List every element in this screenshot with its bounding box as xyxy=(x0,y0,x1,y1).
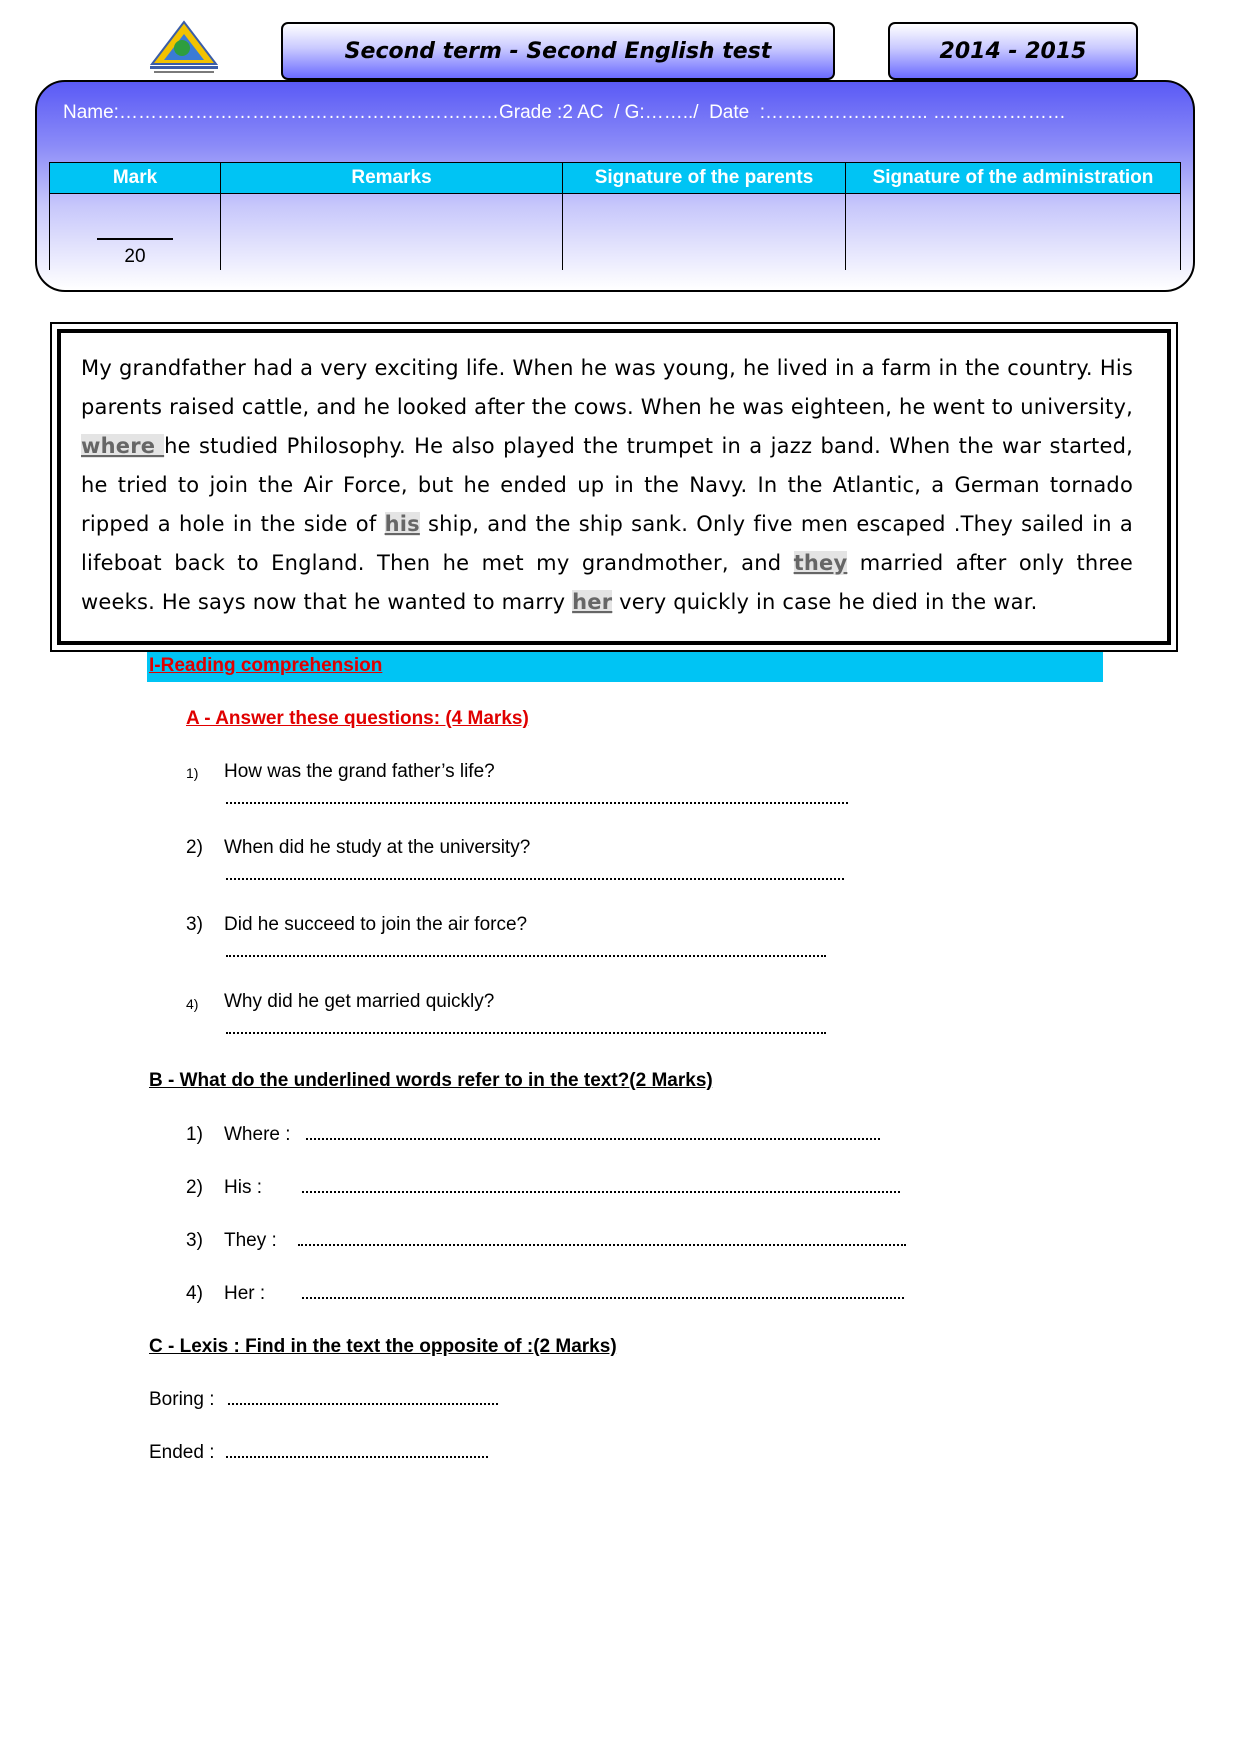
column-header-parents-signature: Signature of the parents xyxy=(563,163,846,194)
mark-table xyxy=(49,162,1181,270)
answer-line[interactable] xyxy=(298,1244,906,1246)
lexis-label-ended: Ended : xyxy=(149,1442,215,1463)
question-number: 1) xyxy=(186,765,199,781)
test-title-box xyxy=(281,22,835,80)
answer-line[interactable] xyxy=(226,1456,488,1458)
question-number: 3) xyxy=(186,914,203,935)
answer-line[interactable] xyxy=(226,878,844,880)
question-text: When did he study at the university? xyxy=(224,837,531,858)
passage-segment: married after only three weeks. He says now that he wanted to marry xyxy=(81,551,1133,614)
student-info-panel xyxy=(35,80,1195,292)
answer-line[interactable] xyxy=(302,1297,904,1299)
question-text: Why did he get married quickly? xyxy=(224,991,495,1012)
part-c-heading: C - Lexis : Find in the text the opposite of :(2 Marks) xyxy=(149,1336,617,1357)
part-a-heading: A - Answer these questions: (4 Marks) xyxy=(186,708,529,729)
question-number: 4) xyxy=(186,996,199,1012)
reference-label-they: They : xyxy=(224,1230,277,1251)
administration-signature-cell[interactable] xyxy=(846,194,1181,271)
school-year-box xyxy=(888,22,1138,80)
question-text: Did he succeed to join the air force? xyxy=(224,914,528,935)
underlined-word-where: where xyxy=(81,434,165,458)
reference-label-his: His : xyxy=(224,1177,262,1198)
reading-passage xyxy=(81,349,1133,622)
underlined-word-they: they xyxy=(793,551,848,575)
passage-segment: My grandfather had a very exciting life. When he was young, he lived in a farm in the country. His parents raised cattle, and he looked after the cows. When he was eighteen, he went to university, xyxy=(81,356,1133,419)
answer-line[interactable] xyxy=(228,1403,498,1405)
passage-segment: very quickly in case he died in the war. xyxy=(612,590,1038,614)
answer-line[interactable] xyxy=(306,1138,880,1140)
reference-label-her: Her : xyxy=(224,1283,266,1304)
reading-passage-box xyxy=(50,322,1178,652)
remarks-cell[interactable] xyxy=(221,194,563,271)
answer-line[interactable] xyxy=(226,802,848,804)
logo-icon xyxy=(146,20,222,76)
section-title: I-Reading comprehension xyxy=(149,655,383,676)
question-number: 2) xyxy=(186,837,203,858)
column-header-remarks: Remarks xyxy=(221,163,563,194)
question-text: How was the grand father’s life? xyxy=(224,761,495,782)
school-logo xyxy=(146,20,222,76)
item-number: 1) xyxy=(186,1124,203,1145)
mark-fraction-line xyxy=(97,238,173,240)
school-year: 2014 - 2015 xyxy=(939,38,1087,64)
test-title: Second term - Second English test xyxy=(344,38,772,64)
answer-line[interactable] xyxy=(226,1032,826,1034)
underlined-word-her: her xyxy=(572,590,613,614)
lexis-label-boring: Boring : xyxy=(149,1389,215,1410)
column-header-mark: Mark xyxy=(50,163,221,194)
reference-label-where: Where : xyxy=(224,1124,291,1145)
answer-line[interactable] xyxy=(226,955,826,957)
parents-signature-cell[interactable] xyxy=(563,194,846,271)
mark-cell[interactable] xyxy=(50,194,221,271)
part-b-heading: B - What do the underlined words refer to in the text?(2 Marks) xyxy=(149,1070,713,1091)
item-number: 3) xyxy=(186,1230,203,1251)
student-info-line: Name:……………………………………………………Grade :2 AC / G:……../ Date :…………………….. ………………… xyxy=(63,102,1066,123)
item-number: 4) xyxy=(186,1283,203,1304)
item-number: 2) xyxy=(186,1177,203,1198)
underlined-word-his: his xyxy=(384,512,420,536)
column-header-administration-signature: Signature of the administration xyxy=(846,163,1181,194)
answer-line[interactable] xyxy=(302,1191,900,1193)
passage-segment: he studied Philosophy. He also played the trumpet in a jazz band. When the war started, he tried to join the Air Force, but he ended up in the Navy. In the Atlantic, a German tornado ripped a hole in the side of xyxy=(81,434,1133,536)
passage-segment: ship, and the ship sank. Only five men escaped .They sailed in a lifeboat back to England. Then he met my grandmother, and xyxy=(81,512,1133,575)
mark-total: 20 xyxy=(124,246,146,267)
